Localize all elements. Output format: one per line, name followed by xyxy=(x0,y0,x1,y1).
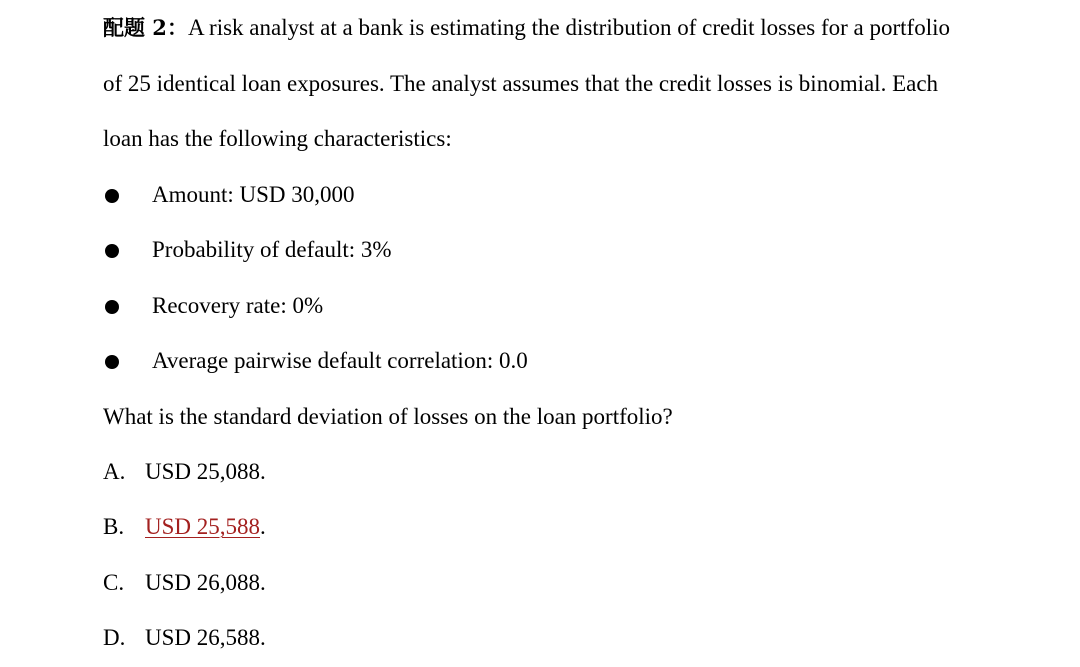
bullet-item-amount xyxy=(103,181,703,209)
question-prompt-text: What is the standard deviation of losses on the loan portfolio? xyxy=(103,404,673,429)
option-text: USD 26,088 xyxy=(145,570,261,595)
bullet-text: Probability of default: 3% xyxy=(152,237,392,262)
option-text: USD 25,088 xyxy=(145,459,261,484)
option-c[interactable] xyxy=(103,569,266,597)
question-text-3: loan has the following characteristics: xyxy=(103,126,452,151)
option-d[interactable] xyxy=(103,624,266,652)
bullet-dot-icon xyxy=(105,300,119,314)
bullet-item-default-correlation xyxy=(103,347,703,375)
option-letter: B. xyxy=(103,514,125,539)
option-period: . xyxy=(260,459,266,484)
question-text-2: of 25 identical loan exposures. The analyst assumes that the credit losses is binomial. Each xyxy=(103,71,939,96)
option-a[interactable] xyxy=(103,458,266,486)
bullet-dot-icon xyxy=(105,355,119,369)
bullet-text: Average pairwise default correlation: 0.0 xyxy=(152,348,528,373)
option-letter: A. xyxy=(103,459,126,484)
option-period: . xyxy=(260,514,266,539)
option-period: . xyxy=(260,625,266,650)
bullet-dot-icon xyxy=(105,189,119,203)
bullet-dot-icon xyxy=(105,244,119,258)
bullet-item-recovery-rate xyxy=(103,292,703,320)
question-text-1: A risk analyst at a bank is estimating the distribution of credit losses for a portfolio xyxy=(187,15,950,40)
question-line-3 xyxy=(103,125,452,153)
bullet-text: Recovery rate: 0% xyxy=(152,293,324,318)
option-letter: D. xyxy=(103,625,126,650)
option-text: USD 26,588 xyxy=(145,625,261,650)
option-text-answer-link[interactable]: USD 25,588 xyxy=(145,514,261,539)
question-label: 配题 2 xyxy=(103,15,167,40)
question-line-2 xyxy=(103,70,938,98)
option-period: . xyxy=(260,570,266,595)
option-letter: C. xyxy=(103,570,125,595)
bullet-item-probability-of-default xyxy=(103,236,703,264)
question-prompt xyxy=(103,403,673,431)
question-line-1 xyxy=(103,14,950,42)
bullet-text: Amount: USD 30,000 xyxy=(152,182,355,207)
question-label-colon: ： xyxy=(166,15,188,40)
option-b[interactable] xyxy=(103,513,266,541)
